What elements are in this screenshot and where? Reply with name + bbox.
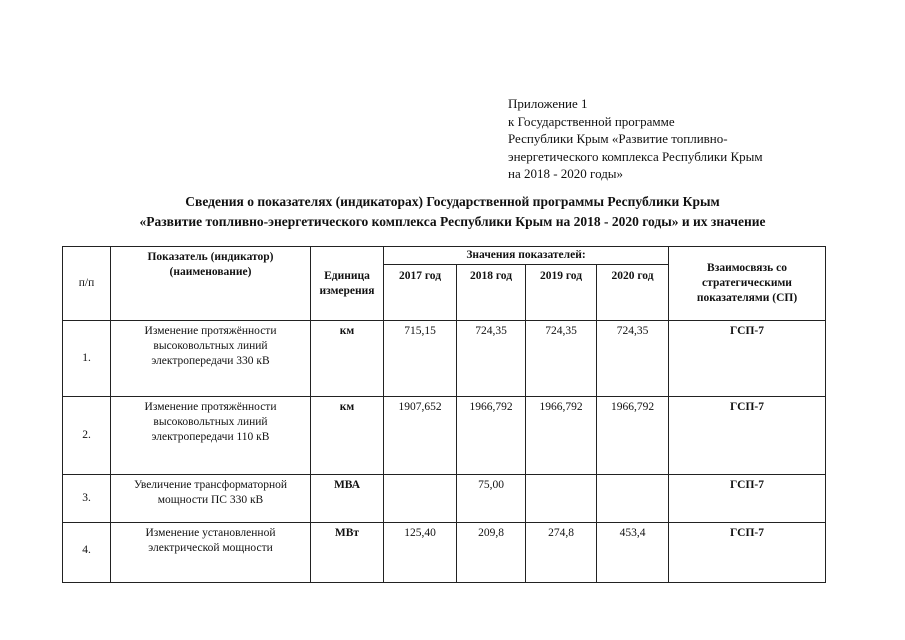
name-line: высоковольтных линий: [153, 416, 268, 428]
header-year-2017: 2017 год: [384, 265, 457, 321]
name-line: высоковольтных линий: [153, 340, 268, 352]
appendix-line: Республики Крым «Развитие топливно-: [508, 131, 728, 146]
header-unit: [311, 247, 384, 321]
value-2019: 274,8: [526, 523, 597, 583]
row-unit: км: [311, 397, 384, 475]
value-2019: [526, 475, 597, 523]
row-unit: МВт: [311, 523, 384, 583]
header-link: [669, 247, 826, 321]
name-line: Изменение протяжённости: [144, 325, 277, 337]
row-unit: км: [311, 321, 384, 397]
header-year-2020: 2020 год: [597, 265, 669, 321]
value-2018: 724,35: [457, 321, 526, 397]
row-indicator-name: [111, 397, 311, 475]
value-2017: 125,40: [384, 523, 457, 583]
row-num: 4.: [63, 523, 111, 583]
table-row: [63, 475, 826, 523]
value-2020: 724,35: [597, 321, 669, 397]
header-indicator-line: Показатель (индикатор): [147, 251, 274, 263]
row-indicator-name: [111, 321, 311, 397]
value-2017: [384, 475, 457, 523]
title-line-2: «Развитие топливно-энергетического комплекса Республики Крым на 2018 - 2020 годы» и их значение: [139, 214, 766, 229]
value-2018: 75,00: [457, 475, 526, 523]
row-indicator-name: [111, 523, 311, 583]
header-values-group: Значения показателей:: [384, 247, 669, 265]
row-indicator-name: [111, 475, 311, 523]
appendix-line: на 2018 - 2020 годы»: [508, 166, 624, 181]
value-2017: 715,15: [384, 321, 457, 397]
row-num: 1.: [63, 321, 111, 397]
name-line: электропередачи 110 кВ: [151, 431, 270, 443]
document-title: [0, 192, 905, 232]
row-link: ГСП-7: [669, 475, 826, 523]
appendix-block: [508, 95, 763, 183]
row-num: 2.: [63, 397, 111, 475]
header-indicator-line: (наименование): [169, 266, 252, 278]
value-2017: 1907,652: [384, 397, 457, 475]
value-2020: 453,4: [597, 523, 669, 583]
header-year-2019: 2019 год: [526, 265, 597, 321]
row-num: 3.: [63, 475, 111, 523]
header-indicator: [111, 247, 311, 321]
indicators-table: [62, 246, 826, 583]
header-year-2018: 2018 год: [457, 265, 526, 321]
header-link-line: Взаимосвязь со: [707, 262, 787, 274]
value-2019: 1966,792: [526, 397, 597, 475]
table-row: [63, 523, 826, 583]
row-link: ГСП-7: [669, 397, 826, 475]
header-unit-line: Единица: [324, 269, 370, 282]
value-2019: 724,35: [526, 321, 597, 397]
value-2018: 209,8: [457, 523, 526, 583]
appendix-line: к Государственной программе: [508, 113, 675, 129]
header-unit-line: измерения: [319, 284, 375, 297]
header-link-line: стратегическими: [702, 277, 792, 289]
header-num: п/п: [63, 247, 111, 321]
value-2020: [597, 475, 669, 523]
row-unit: МВА: [311, 475, 384, 523]
table-row: [63, 321, 826, 397]
row-link: ГСП-7: [669, 321, 826, 397]
name-line: электропередачи 330 кВ: [151, 355, 270, 367]
value-2018: 1966,792: [457, 397, 526, 475]
name-line: электрической мощности: [148, 542, 273, 554]
table-row: [63, 397, 826, 475]
title-line-1: Сведения о показателях (индикаторах) Государственной программы Республики Крым: [185, 194, 720, 209]
name-line: мощности ПС 330 кВ: [157, 494, 264, 506]
row-link: ГСП-7: [669, 523, 826, 583]
name-line: Изменение установленной: [145, 527, 276, 539]
appendix-line: Приложение 1: [508, 96, 588, 111]
name-line: Изменение протяжённости: [144, 401, 277, 413]
value-2020: 1966,792: [597, 397, 669, 475]
name-line: Увеличение трансформаторной: [133, 479, 287, 491]
appendix-line: энергетического комплекса Республики Крым: [508, 148, 763, 164]
header-link-line: показателями (СП): [696, 292, 798, 304]
